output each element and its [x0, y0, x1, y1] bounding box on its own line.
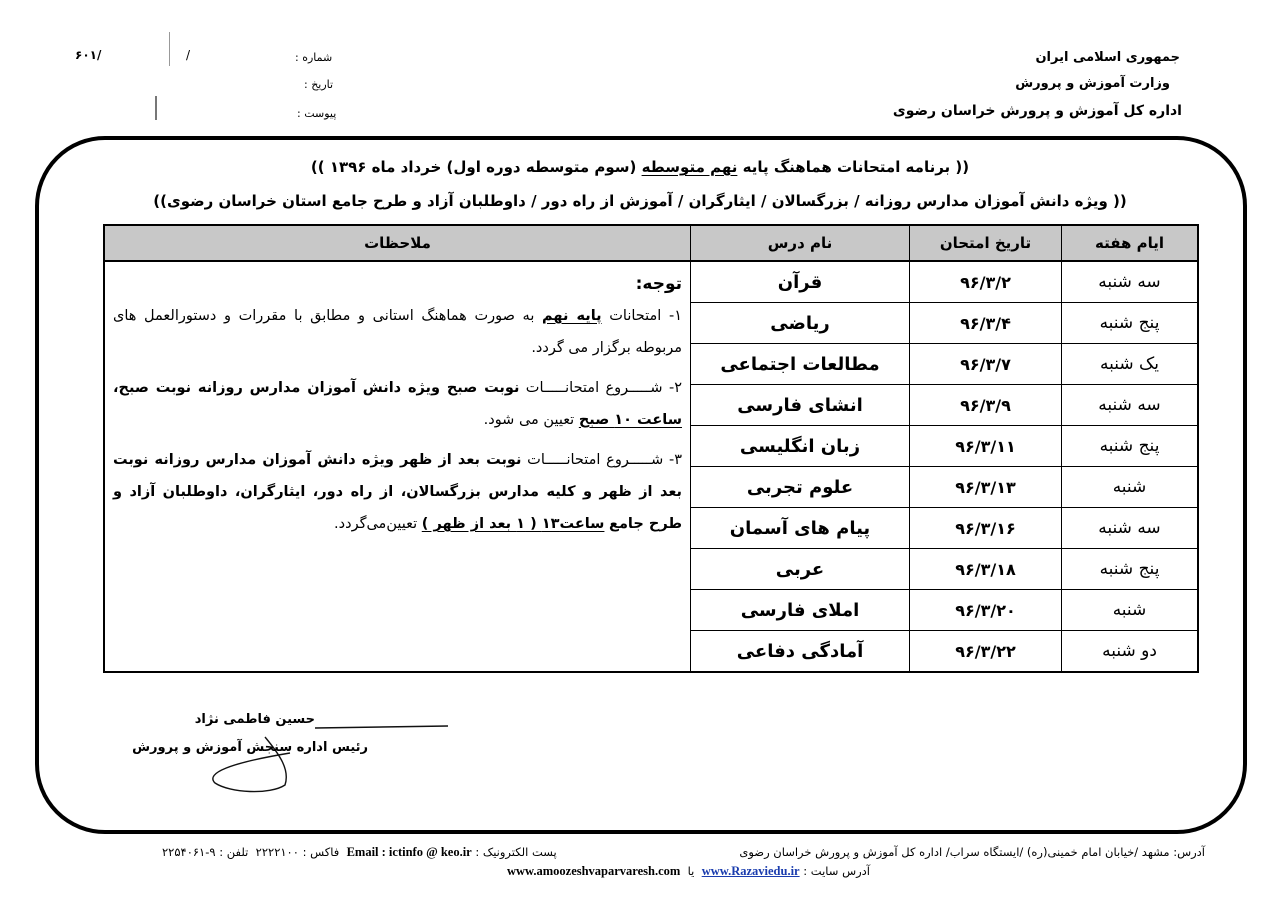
date-cell: ۹۶/۳/۲۰ — [910, 590, 1062, 631]
header-remarks: ملاحظات — [104, 225, 691, 261]
day-cell: سه شنبه — [1062, 385, 1199, 426]
day-cell: پنج شنبه — [1062, 549, 1199, 590]
subject-cell: انشای فارسی — [691, 385, 910, 426]
footer-website — [507, 864, 870, 879]
day-cell: شنبه — [1062, 467, 1199, 508]
remarks-heading: توجه: — [635, 274, 682, 294]
signature-scribble-icon — [132, 715, 450, 795]
day-cell: دو شنبه — [1062, 631, 1199, 673]
signer-name: حسین فاطمی نژاد — [194, 712, 315, 727]
website-label: آدرس سایت : — [803, 864, 870, 878]
note-emphasis: نوبت بعد از ظهر ویژه دانش آموزان مدارس روزانه نوبت بعد از ظهر و کلیه مدارس بزرگسالان، از راه دور، ایثارگران، داوطلبان آزاد و طرح جامع — [113, 452, 682, 532]
subject-cell: ریاضی — [691, 303, 910, 344]
remarks-cell — [104, 261, 691, 672]
subject-cell: علوم تجربی — [691, 467, 910, 508]
note-time: ساعت ۱۰ صبح — [578, 412, 682, 428]
header-day: ایام هفته — [1062, 225, 1199, 261]
day-cell: سه شنبه — [1062, 508, 1199, 549]
subject-cell: املای فارسی — [691, 590, 910, 631]
footer-address: آدرس: مشهد /خیابان امام خمینی(ره) /ایستگاه سراب/ اداره کل آموزش و پرورش خراسان رضوی — [739, 845, 1205, 859]
subject-cell: مطالعات اجتماعی — [691, 344, 910, 385]
title-part: (( برنامه امتحانات هماهنگ پایه — [737, 158, 970, 176]
header-subject: نام درس — [691, 225, 910, 261]
date-cell: ۹۶/۳/۱۸ — [910, 549, 1062, 590]
remark-note-1 — [113, 300, 682, 364]
fax-number: فاکس : ۲۲۲۲۱۰۰ — [255, 845, 340, 859]
subject-cell: قرآن — [691, 261, 910, 303]
date-cell: ۹۶/۳/۲ — [910, 261, 1062, 303]
date-label: تاریخ : — [304, 78, 334, 91]
date-cell: ۹۶/۳/۲۲ — [910, 631, 1062, 673]
day-cell: پنج شنبه — [1062, 426, 1199, 467]
email-address[interactable]: Email : ictinfo @ keo.ir — [346, 845, 472, 859]
note-text: به صورت هماهنگ استانی و مطابق با مقررات و دستورالعمل های مربوطه برگزار می گردد. — [113, 308, 682, 356]
footer-contact — [162, 845, 557, 860]
number-value: ۶۰۱/ — [75, 48, 102, 62]
note-time: ساعت۱۳ ( ۱ بعد از ظهر ) — [421, 516, 605, 532]
note-text: تعیین می شود. — [483, 412, 579, 428]
day-cell: شنبه — [1062, 590, 1199, 631]
number-label: شماره : — [295, 51, 333, 64]
email-label: پست الکترونیک : — [475, 845, 557, 859]
org-line-1: جمهوری اسلامی ایران — [1035, 50, 1180, 65]
table-header-row — [104, 225, 1198, 261]
subject-cell: پیام های آسمان — [691, 508, 910, 549]
divider — [169, 32, 170, 66]
date-cell: ۹۶/۳/۷ — [910, 344, 1062, 385]
title-grade: نهم متوسطه — [641, 158, 738, 176]
date-cell: ۹۶/۳/۱۳ — [910, 467, 1062, 508]
subject-cell: زبان انگلیسی — [691, 426, 910, 467]
subject-cell: آمادگی دفاعی — [691, 631, 910, 673]
note-text: ۲- شـــــروع امتحانـــــات — [519, 380, 682, 396]
note-text: ۱- امتحانات — [601, 308, 682, 324]
org-line-2: وزارت آموزش و پرورش — [1015, 76, 1170, 91]
date-cell: ۹۶/۳/۱۶ — [910, 508, 1062, 549]
day-cell: پنج شنبه — [1062, 303, 1199, 344]
header-date: تاریخ امتحان — [910, 225, 1062, 261]
org-line-3: اداره کل آموزش و پرورش خراسان رضوی — [892, 103, 1182, 119]
or-text: یا — [687, 864, 695, 878]
day-cell: سه شنبه — [1062, 261, 1199, 303]
remark-note-2 — [113, 372, 682, 436]
title-part: (سوم متوسطه دوره اول) خرداد ماه ۱۳۹۶ )) — [310, 158, 642, 176]
phone-number: تلفن : ۹-۲۲۵۴۰۶۱ — [162, 845, 249, 859]
page-subtitle: (( ویژه دانش آموزان مدارس روزانه / بزرگسالان / ایثارگران / آموزش از راه دور / داوطلبان آزاد و طرح جامع استان خراسان رضوی)) — [153, 192, 1127, 210]
note-emphasis: نوبت صبح ویژه دانش آموزان مدارس روزانه نوبت صبح، — [113, 380, 520, 396]
date-cell: ۹۶/۳/۱۱ — [910, 426, 1062, 467]
table-row — [104, 261, 1198, 303]
exam-schedule-table — [103, 224, 1199, 673]
date-cell: ۹۶/۳/۴ — [910, 303, 1062, 344]
attachment-label: پیوست : — [297, 107, 337, 120]
website-link-razaviedu[interactable]: www.Razaviedu.ir — [701, 864, 800, 878]
subject-cell: عربی — [691, 549, 910, 590]
note-text: ۳- شـــــروع امتحانـــــات — [521, 452, 682, 468]
day-cell: یک شنبه — [1062, 344, 1199, 385]
number-slash: / — [186, 48, 191, 62]
page-title — [0, 158, 1280, 176]
divider — [155, 96, 157, 120]
website-amoozeshvaparvaresh[interactable]: www.amoozeshvaparvaresh.com — [506, 864, 681, 878]
note-text: تعیین‌می‌گردد. — [334, 516, 422, 532]
note-emphasis: پایه نهم — [542, 308, 602, 324]
signer-title: رئیس اداره سنجش آموزش و پرورش — [132, 740, 368, 755]
remark-note-3 — [113, 444, 682, 540]
date-cell: ۹۶/۳/۹ — [910, 385, 1062, 426]
